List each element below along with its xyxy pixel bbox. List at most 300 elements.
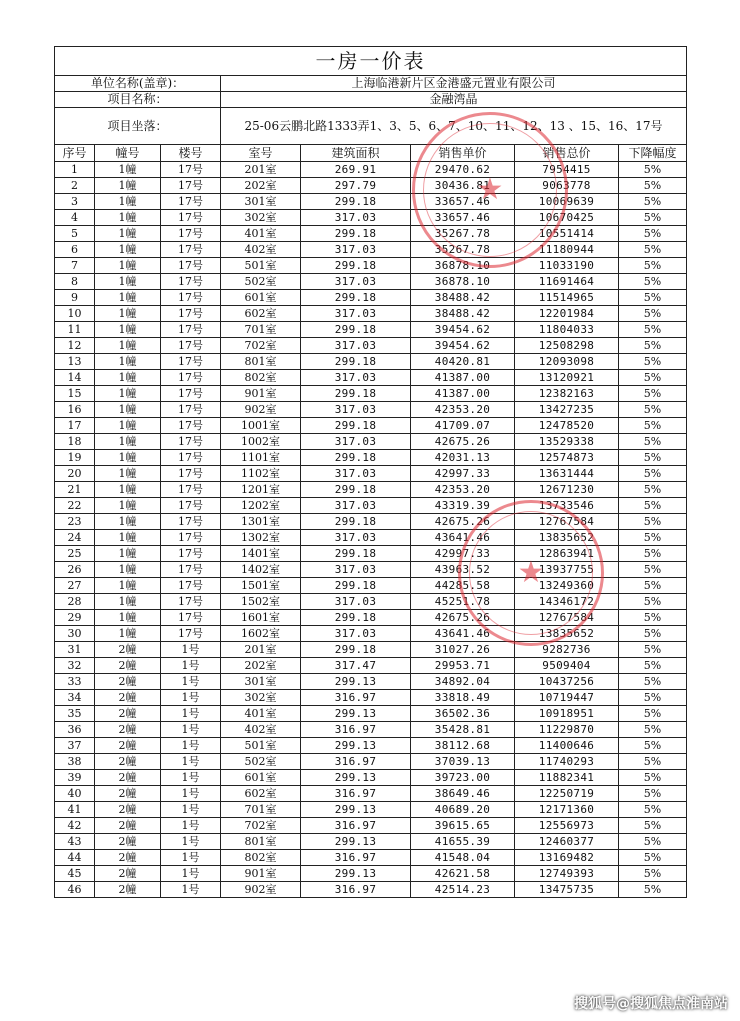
price-reduction-cell: 5% [619, 658, 687, 674]
total-price-cell: 13529338 [515, 434, 619, 450]
floor-area-cell: 299.13 [301, 802, 411, 818]
row-index-cell: 18 [55, 434, 95, 450]
room-number-cell: 601室 [221, 770, 301, 786]
building-number-cell: 1幢 [95, 418, 161, 434]
address-value: 25-06云鹏北路1333弄1、3、5、6、7、10、11、12、13 、15、16、17号 [221, 108, 687, 145]
unit-price-cell: 42675.26 [411, 514, 515, 530]
column-header: 建筑面积 [301, 145, 411, 162]
room-number-cell: 202室 [221, 178, 301, 194]
building-number-cell: 1幢 [95, 178, 161, 194]
unit-price-cell: 38112.68 [411, 738, 515, 754]
row-index-cell: 45 [55, 866, 95, 882]
price-reduction-cell: 5% [619, 258, 687, 274]
room-number-cell: 1002室 [221, 434, 301, 450]
total-price-cell: 9509404 [515, 658, 619, 674]
table-row [55, 194, 687, 210]
block-number-cell: 17号 [161, 402, 221, 418]
total-price-cell: 11882341 [515, 770, 619, 786]
unit-label: 单位名称(盖章)： [55, 76, 221, 92]
room-number-cell: 301室 [221, 674, 301, 690]
total-price-cell: 13427235 [515, 402, 619, 418]
floor-area-cell: 299.18 [301, 546, 411, 562]
room-number-cell: 202室 [221, 658, 301, 674]
total-price-cell: 9063778 [515, 178, 619, 194]
price-reduction-cell: 5% [619, 274, 687, 290]
row-index-cell: 28 [55, 594, 95, 610]
building-number-cell: 2幢 [95, 674, 161, 690]
price-reduction-cell: 5% [619, 834, 687, 850]
total-price-cell: 11033190 [515, 258, 619, 274]
building-number-cell: 1幢 [95, 210, 161, 226]
unit-price-cell: 39454.62 [411, 322, 515, 338]
floor-area-cell: 299.13 [301, 706, 411, 722]
price-reduction-cell: 5% [619, 546, 687, 562]
row-index-cell: 3 [55, 194, 95, 210]
total-price-cell: 13249360 [515, 578, 619, 594]
row-index-cell: 9 [55, 290, 95, 306]
room-number-cell: 1601室 [221, 610, 301, 626]
column-header: 室号 [221, 145, 301, 162]
row-index-cell: 29 [55, 610, 95, 626]
floor-area-cell: 317.03 [301, 594, 411, 610]
building-number-cell: 1幢 [95, 514, 161, 530]
price-reduction-cell: 5% [619, 178, 687, 194]
floor-area-cell: 299.18 [301, 322, 411, 338]
block-number-cell: 17号 [161, 178, 221, 194]
company-seal-middle: ★ [458, 500, 604, 646]
price-reduction-cell: 5% [619, 210, 687, 226]
room-number-cell: 1501室 [221, 578, 301, 594]
price-reduction-cell: 5% [619, 866, 687, 882]
total-price-cell: 12556973 [515, 818, 619, 834]
floor-area-cell: 317.03 [301, 242, 411, 258]
unit-price-cell: 35428.81 [411, 722, 515, 738]
row-index-cell: 23 [55, 514, 95, 530]
floor-area-cell: 299.18 [301, 354, 411, 370]
building-number-cell: 2幢 [95, 706, 161, 722]
price-reduction-cell: 5% [619, 530, 687, 546]
total-price-cell: 11514965 [515, 290, 619, 306]
building-number-cell: 1幢 [95, 290, 161, 306]
unit-price-cell: 42353.20 [411, 482, 515, 498]
floor-area-cell: 316.97 [301, 690, 411, 706]
unit-price-cell: 29953.71 [411, 658, 515, 674]
row-index-cell: 26 [55, 562, 95, 578]
floor-area-cell: 299.13 [301, 866, 411, 882]
unit-price-cell: 43641.46 [411, 626, 515, 642]
price-reduction-cell: 5% [619, 642, 687, 658]
table-row [55, 770, 687, 786]
table-row [55, 594, 687, 610]
total-price-cell: 12460377 [515, 834, 619, 850]
room-number-cell: 401室 [221, 226, 301, 242]
row-index-cell: 20 [55, 466, 95, 482]
table-row [55, 338, 687, 354]
watermark-text: 搜狐号@搜狐焦点淮南站 [574, 996, 728, 1012]
floor-area-cell: 299.18 [301, 226, 411, 242]
block-number-cell: 17号 [161, 194, 221, 210]
page-title: 一房一价表 [55, 47, 687, 76]
table-row [55, 386, 687, 402]
column-header: 楼号 [161, 145, 221, 162]
room-number-cell: 1202室 [221, 498, 301, 514]
building-number-cell: 1幢 [95, 482, 161, 498]
row-index-cell: 27 [55, 578, 95, 594]
row-index-cell: 41 [55, 802, 95, 818]
building-number-cell: 2幢 [95, 690, 161, 706]
room-number-cell: 201室 [221, 162, 301, 178]
unit-price-cell: 42997.33 [411, 466, 515, 482]
total-price-cell: 12201984 [515, 306, 619, 322]
unit-price-cell: 42514.23 [411, 882, 515, 898]
table-row [55, 674, 687, 690]
total-price-cell: 13937755 [515, 562, 619, 578]
price-reduction-cell: 5% [619, 754, 687, 770]
floor-area-cell: 317.03 [301, 402, 411, 418]
floor-area-cell: 299.13 [301, 770, 411, 786]
total-price-cell: 12093098 [515, 354, 619, 370]
building-number-cell: 1幢 [95, 562, 161, 578]
table-row [55, 850, 687, 866]
room-number-cell: 1401室 [221, 546, 301, 562]
unit-price-cell: 30436.81 [411, 178, 515, 194]
room-number-cell: 302室 [221, 690, 301, 706]
project-value: 金融湾晶 [221, 92, 687, 108]
block-number-cell: 17号 [161, 162, 221, 178]
floor-area-cell: 299.18 [301, 290, 411, 306]
row-index-cell: 32 [55, 658, 95, 674]
building-number-cell: 1幢 [95, 578, 161, 594]
floor-area-cell: 269.91 [301, 162, 411, 178]
total-price-cell: 12250719 [515, 786, 619, 802]
unit-price-cell: 45251.78 [411, 594, 515, 610]
building-number-cell: 1幢 [95, 610, 161, 626]
row-index-cell: 19 [55, 450, 95, 466]
building-number-cell: 1幢 [95, 370, 161, 386]
unit-price-cell: 42675.26 [411, 434, 515, 450]
building-number-cell: 1幢 [95, 594, 161, 610]
price-sheet [54, 46, 686, 898]
row-index-cell: 7 [55, 258, 95, 274]
table-row [55, 242, 687, 258]
price-reduction-cell: 5% [619, 322, 687, 338]
price-reduction-cell: 5% [619, 242, 687, 258]
price-reduction-cell: 5% [619, 338, 687, 354]
price-reduction-cell: 5% [619, 306, 687, 322]
block-number-cell: 1号 [161, 706, 221, 722]
block-number-cell: 1号 [161, 818, 221, 834]
table-row [55, 658, 687, 674]
room-number-cell: 501室 [221, 738, 301, 754]
table-row [55, 834, 687, 850]
building-number-cell: 2幢 [95, 786, 161, 802]
unit-price-cell: 38488.42 [411, 290, 515, 306]
block-number-cell: 17号 [161, 242, 221, 258]
floor-area-cell: 316.97 [301, 722, 411, 738]
price-reduction-cell: 5% [619, 786, 687, 802]
price-reduction-cell: 5% [619, 162, 687, 178]
room-number-cell: 902室 [221, 402, 301, 418]
room-number-cell: 501室 [221, 258, 301, 274]
table-row [55, 178, 687, 194]
table-row [55, 610, 687, 626]
table-row [55, 306, 687, 322]
row-index-cell: 22 [55, 498, 95, 514]
row-index-cell: 34 [55, 690, 95, 706]
block-number-cell: 17号 [161, 418, 221, 434]
table-row [55, 690, 687, 706]
unit-price-cell: 33657.46 [411, 210, 515, 226]
building-number-cell: 1幢 [95, 402, 161, 418]
column-header: 幢号 [95, 145, 161, 162]
unit-price-cell: 42353.20 [411, 402, 515, 418]
building-number-cell: 1幢 [95, 322, 161, 338]
floor-area-cell: 299.13 [301, 738, 411, 754]
price-reduction-cell: 5% [619, 194, 687, 210]
block-number-cell: 1号 [161, 770, 221, 786]
block-number-cell: 17号 [161, 354, 221, 370]
block-number-cell: 17号 [161, 562, 221, 578]
block-number-cell: 17号 [161, 226, 221, 242]
floor-area-cell: 299.18 [301, 194, 411, 210]
table-row [55, 466, 687, 482]
building-number-cell: 1幢 [95, 434, 161, 450]
total-price-cell: 12171360 [515, 802, 619, 818]
price-reduction-cell: 5% [619, 626, 687, 642]
floor-area-cell: 299.18 [301, 482, 411, 498]
building-number-cell: 1幢 [95, 274, 161, 290]
price-reduction-cell: 5% [619, 290, 687, 306]
table-row [55, 258, 687, 274]
address-label: 项目坐落： [55, 108, 221, 145]
floor-area-cell: 297.79 [301, 178, 411, 194]
block-number-cell: 17号 [161, 290, 221, 306]
floor-area-cell: 299.18 [301, 450, 411, 466]
price-reduction-cell: 5% [619, 450, 687, 466]
building-number-cell: 2幢 [95, 658, 161, 674]
room-number-cell: 402室 [221, 242, 301, 258]
unit-price-cell: 41387.00 [411, 386, 515, 402]
room-number-cell: 801室 [221, 354, 301, 370]
table-row [55, 642, 687, 658]
block-number-cell: 17号 [161, 546, 221, 562]
block-number-cell: 17号 [161, 610, 221, 626]
row-index-cell: 5 [55, 226, 95, 242]
table-row [55, 226, 687, 242]
row-index-cell: 44 [55, 850, 95, 866]
unit-price-cell: 35267.78 [411, 226, 515, 242]
unit-price-cell: 33818.49 [411, 690, 515, 706]
table-row [55, 370, 687, 386]
building-number-cell: 2幢 [95, 770, 161, 786]
block-number-cell: 1号 [161, 722, 221, 738]
column-header: 销售总价 [515, 145, 619, 162]
room-number-cell: 801室 [221, 834, 301, 850]
row-index-cell: 21 [55, 482, 95, 498]
building-number-cell: 1幢 [95, 162, 161, 178]
price-reduction-cell: 5% [619, 850, 687, 866]
total-price-cell: 12508298 [515, 338, 619, 354]
room-number-cell: 1502室 [221, 594, 301, 610]
total-price-cell: 10670425 [515, 210, 619, 226]
building-number-cell: 1幢 [95, 194, 161, 210]
unit-price-cell: 42031.13 [411, 450, 515, 466]
room-number-cell: 402室 [221, 722, 301, 738]
total-price-cell: 11740293 [515, 754, 619, 770]
room-number-cell: 702室 [221, 338, 301, 354]
building-number-cell: 1幢 [95, 466, 161, 482]
price-reduction-cell: 5% [619, 354, 687, 370]
block-number-cell: 17号 [161, 434, 221, 450]
table-row [55, 706, 687, 722]
table-row [55, 626, 687, 642]
floor-area-cell: 317.03 [301, 562, 411, 578]
unit-price-cell: 41655.39 [411, 834, 515, 850]
row-index-cell: 36 [55, 722, 95, 738]
floor-area-cell: 299.13 [301, 834, 411, 850]
total-price-cell: 12767584 [515, 610, 619, 626]
block-number-cell: 1号 [161, 754, 221, 770]
building-number-cell: 1幢 [95, 242, 161, 258]
total-price-cell: 7954415 [515, 162, 619, 178]
total-price-cell: 12749393 [515, 866, 619, 882]
total-price-cell: 10437256 [515, 674, 619, 690]
table-row [55, 210, 687, 226]
block-number-cell: 17号 [161, 466, 221, 482]
block-number-cell: 17号 [161, 306, 221, 322]
room-number-cell: 1101室 [221, 450, 301, 466]
price-reduction-cell: 5% [619, 578, 687, 594]
price-reduction-cell: 5% [619, 882, 687, 898]
floor-area-cell: 317.03 [301, 274, 411, 290]
table-row [55, 722, 687, 738]
price-reduction-cell: 5% [619, 418, 687, 434]
row-index-cell: 1 [55, 162, 95, 178]
total-price-cell: 10719447 [515, 690, 619, 706]
block-number-cell: 1号 [161, 738, 221, 754]
price-table [54, 46, 687, 898]
price-reduction-cell: 5% [619, 770, 687, 786]
room-number-cell: 901室 [221, 386, 301, 402]
building-number-cell: 2幢 [95, 834, 161, 850]
company-seal-top: ★ [412, 112, 568, 268]
row-index-cell: 24 [55, 530, 95, 546]
price-reduction-cell: 5% [619, 402, 687, 418]
total-price-cell: 12671230 [515, 482, 619, 498]
floor-area-cell: 299.18 [301, 578, 411, 594]
building-number-cell: 2幢 [95, 642, 161, 658]
total-price-cell: 13475735 [515, 882, 619, 898]
row-index-cell: 39 [55, 770, 95, 786]
unit-price-cell: 37039.13 [411, 754, 515, 770]
unit-price-cell: 42675.26 [411, 610, 515, 626]
price-reduction-cell: 5% [619, 226, 687, 242]
table-row [55, 274, 687, 290]
total-price-cell: 10069639 [515, 194, 619, 210]
floor-area-cell: 299.18 [301, 418, 411, 434]
price-reduction-cell: 5% [619, 514, 687, 530]
room-number-cell: 701室 [221, 802, 301, 818]
row-index-cell: 42 [55, 818, 95, 834]
floor-area-cell: 299.18 [301, 514, 411, 530]
building-number-cell: 1幢 [95, 226, 161, 242]
table-row [55, 354, 687, 370]
building-number-cell: 1幢 [95, 530, 161, 546]
row-index-cell: 30 [55, 626, 95, 642]
total-price-cell: 13169482 [515, 850, 619, 866]
table-row [55, 738, 687, 754]
unit-price-cell: 29470.62 [411, 162, 515, 178]
table-row [55, 514, 687, 530]
total-price-cell: 13120921 [515, 370, 619, 386]
room-number-cell: 602室 [221, 786, 301, 802]
floor-area-cell: 299.18 [301, 642, 411, 658]
column-header: 下降幅度 [619, 145, 687, 162]
unit-price-cell: 41387.00 [411, 370, 515, 386]
block-number-cell: 17号 [161, 258, 221, 274]
price-reduction-cell: 5% [619, 818, 687, 834]
row-index-cell: 16 [55, 402, 95, 418]
block-number-cell: 17号 [161, 370, 221, 386]
row-index-cell: 4 [55, 210, 95, 226]
table-row [55, 322, 687, 338]
block-number-cell: 17号 [161, 210, 221, 226]
total-price-cell: 11691464 [515, 274, 619, 290]
floor-area-cell: 317.03 [301, 338, 411, 354]
block-number-cell: 17号 [161, 514, 221, 530]
price-reduction-cell: 5% [619, 386, 687, 402]
unit-price-cell: 40689.20 [411, 802, 515, 818]
floor-area-cell: 317.03 [301, 626, 411, 642]
room-number-cell: 201室 [221, 642, 301, 658]
total-price-cell: 12863941 [515, 546, 619, 562]
price-reduction-cell: 5% [619, 466, 687, 482]
building-number-cell: 2幢 [95, 850, 161, 866]
row-index-cell: 10 [55, 306, 95, 322]
unit-price-cell: 38649.46 [411, 786, 515, 802]
price-reduction-cell: 5% [619, 482, 687, 498]
unit-price-cell: 43641.46 [411, 530, 515, 546]
building-number-cell: 1幢 [95, 386, 161, 402]
room-number-cell: 1001室 [221, 418, 301, 434]
table-row [55, 818, 687, 834]
row-index-cell: 43 [55, 834, 95, 850]
row-index-cell: 11 [55, 322, 95, 338]
block-number-cell: 17号 [161, 322, 221, 338]
total-price-cell: 13835652 [515, 530, 619, 546]
room-number-cell: 601室 [221, 290, 301, 306]
total-price-cell: 11229870 [515, 722, 619, 738]
room-number-cell: 901室 [221, 866, 301, 882]
block-number-cell: 1号 [161, 658, 221, 674]
table-row [55, 546, 687, 562]
floor-area-cell: 299.18 [301, 610, 411, 626]
column-header: 销售单价 [411, 145, 515, 162]
building-number-cell: 1幢 [95, 626, 161, 642]
building-number-cell: 1幢 [95, 498, 161, 514]
price-reduction-cell: 5% [619, 722, 687, 738]
table-row [55, 754, 687, 770]
price-reduction-cell: 5% [619, 434, 687, 450]
floor-area-cell: 316.97 [301, 786, 411, 802]
room-number-cell: 602室 [221, 306, 301, 322]
row-index-cell: 25 [55, 546, 95, 562]
block-number-cell: 17号 [161, 338, 221, 354]
room-number-cell: 1402室 [221, 562, 301, 578]
row-index-cell: 38 [55, 754, 95, 770]
floor-area-cell: 317.03 [301, 498, 411, 514]
unit-price-cell: 44285.58 [411, 578, 515, 594]
